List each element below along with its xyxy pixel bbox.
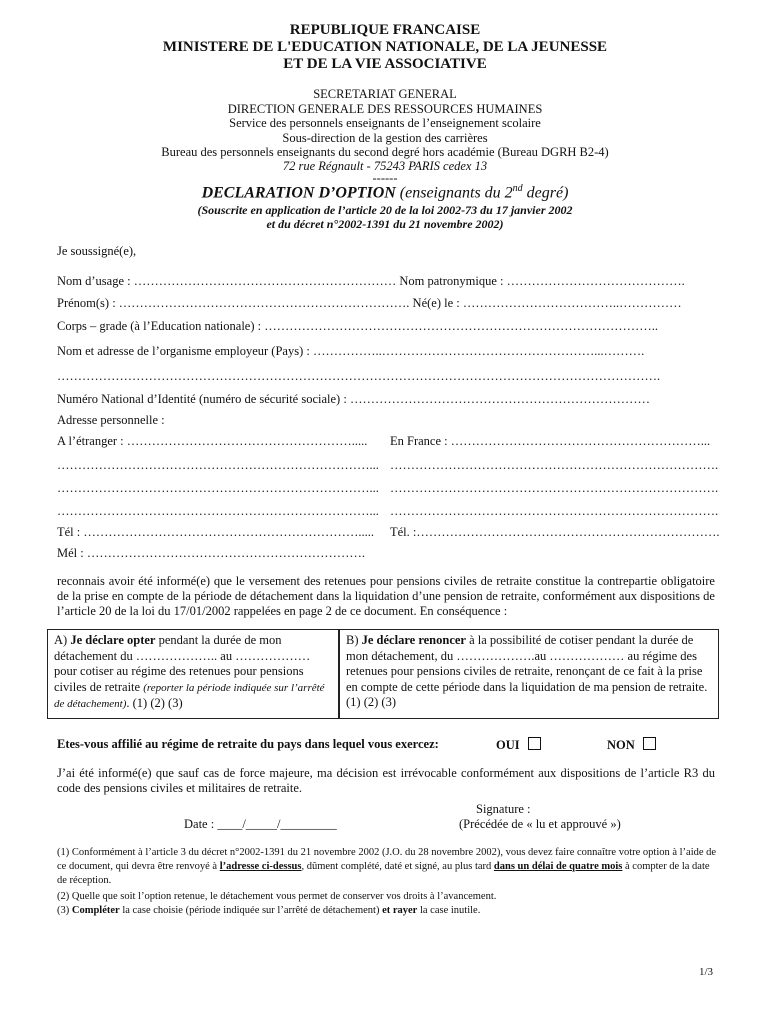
option-a-bold: Je déclare opter [70, 633, 156, 647]
non-checkbox[interactable] [643, 737, 656, 750]
information-paragraph: reconnais avoir été informé(e) que le versement des retenues pour pensions civiles de retraite constitue la contrepartie obligatoire de la prise en compte de la période de détachement dans la liquidation d’une pension de retraite, conformément aux dispositions de l’article 20 de la loi du 17/01/2002 rappelées en page 2 de ce document. En conséquence : [57, 574, 715, 618]
signature-label: Signature : [476, 802, 531, 816]
oui-label: OUI [496, 738, 520, 752]
title-subtitle-1: (Souscrite en application de l’article 20 de la loi 2002-73 du 17 janvier 2002 [197, 203, 573, 217]
option-a-box[interactable] [47, 629, 339, 719]
adresse-label: Adresse personnelle : [57, 413, 165, 427]
oui-option [496, 737, 541, 753]
footnote-1-text-b: , dûment complété, daté et signé, au plus tard [301, 861, 494, 872]
option-a-text: pendant la durée de mon détachement du ……………….. au ……………… pour cotiser au régime des retenues pour pensions civiles de retraite [54, 633, 311, 694]
prenom-field[interactable]: Prénom(s) : ……………………………………………………………. Né(e) le : ………………………………..…………… [57, 296, 682, 310]
option-b-prefix: B) [346, 633, 362, 647]
option-a-italic: (reporter la période indiquée sur l’arrêté de détachement) [54, 681, 325, 710]
title-sup: nd [512, 183, 523, 194]
title-subtitle-2: et du décret n°2002-1391 du 21 novembre 2002) [266, 217, 504, 231]
irrevocable-paragraph: J’ai été informé(e) que sauf cas de force majeure, ma décision est irrévocable conformément aux dispositions de l’article R3 du code des pensions civiles et militaires de retraite. [57, 766, 715, 795]
non-option [607, 737, 656, 753]
sub-header-line-4: Sous-direction de la gestion des carrières [282, 131, 488, 145]
header-line-3: ET DE LA VIE ASSOCIATIVE [283, 56, 487, 72]
organisme-field[interactable]: Nom et adresse de l’organisme employeur (Pays) : ……………..……………………………………………...………. [57, 344, 645, 358]
option-b-box[interactable] [339, 629, 719, 719]
document-title [0, 183, 770, 202]
footnote-3-prefix: (3) [57, 905, 72, 916]
option-b-bold: Je déclare renoncer [361, 633, 466, 647]
footnote-3-end: la case inutile. [417, 905, 481, 916]
france-field[interactable]: En France : ……………………………………………………... [390, 434, 711, 448]
organisme-field-cont[interactable]: ………………………………………………………………………………………………………………………………. [57, 369, 661, 383]
france-line-2[interactable]: ……………………………………………………………………. [390, 458, 719, 472]
footnote-2: (2) Quelle que soit l’option retenue, le détachement vous permet de conserver vos droits à l’avancement. [57, 891, 497, 902]
page-number: 1/3 [699, 966, 714, 978]
footnote-1 [57, 846, 717, 888]
sub-header-line-5: Bureau des personnels enseignants du second degré hors académie (Bureau DGRH B2-4) [161, 145, 609, 159]
title-paren-start: (enseignants du 2 [399, 184, 513, 202]
option-a-prefix: A) [54, 633, 71, 647]
title-paren-end: degré) [522, 184, 569, 202]
oui-checkbox[interactable] [528, 737, 541, 750]
affilie-question: Etes-vous affilié au régime de retraite du pays dans lequel vous exercez: [57, 737, 439, 751]
date-field[interactable]: Date : ____/_____/_________ [184, 817, 337, 831]
etranger-line-2[interactable]: …………………………………………………………………... [57, 458, 379, 472]
option-b-text: à la possibilité de cotiser pendant la durée de mon détachement, du ……………….au ……………… au régime des retenues pour pensions civiles de retraite, renonçant de ce fait à la prise en compte de cette période dans la liquidation de ma pension de retraite. (1) (2) (3) [346, 633, 708, 709]
footnote-3-text: la case choisie (période indiquée sur l’arrêté de détachement) [119, 905, 383, 916]
sub-header-line-1: SECRETARIAT GENERAL [313, 87, 457, 101]
separator: ------ [372, 171, 398, 185]
signature-note: (Précédée de « lu et approuvé ») [459, 817, 621, 831]
footnote-3-rayer: et rayer [382, 905, 418, 916]
footnote-1-address: l’adresse ci-dessus [219, 861, 302, 872]
footnote-1-text-a: (1) Conformément à l’article 3 du décret n°2002-1391 du 21 novembre 2002 (J.O. du 28 novembre 2002), vous devez faire connaître votre option à l’aide de ce document, qui devra être renvoyé à [57, 847, 717, 872]
nni-field[interactable]: Numéro National d’Identité (numéro de sécurité sociale) : ……………………………………………………………… [57, 392, 650, 406]
title-main: DECLARATION D’OPTION [201, 184, 396, 202]
etranger-line-4[interactable]: …………………………………………………………………... [57, 504, 379, 518]
tel-france-field[interactable]: Tél. :………………………………………………………………. [390, 525, 720, 539]
tel-etranger-field[interactable]: Tél : …………………………………………………………..... [57, 525, 375, 539]
footnote-1-text-c: à compter de la date de réception. [57, 861, 710, 886]
footnote-3-completer: Compléter [71, 905, 120, 916]
non-label: NON [607, 738, 635, 752]
footnote-1-delay: dans un délai de quatre mois [493, 861, 623, 872]
corps-grade-field[interactable]: Corps – grade (à l’Education nationale) : ………………………………………………………………………………….. [57, 319, 658, 333]
france-line-3[interactable]: ……………………………………………………………………. [390, 481, 719, 495]
france-line-4[interactable]: ……………………………………………………………………. [390, 504, 719, 518]
nom-usage-field[interactable]: Nom d’usage : ……………………………………………………… Nom patronymique : ……………………………………. [57, 274, 685, 288]
mel-field[interactable]: Mél : …………………………………………………………. [57, 546, 365, 560]
header-line-1: REPUBLIQUE FRANCAISE [289, 22, 481, 38]
etranger-line-3[interactable]: …………………………………………………………………... [57, 481, 379, 495]
sub-header-line-2: DIRECTION GENERALE DES RESSOURCES HUMAINES [227, 102, 543, 116]
header-line-2: MINISTERE DE L'EDUCATION NATIONALE, DE LA JEUNESSE [162, 39, 608, 55]
soussigne-label: Je soussigné(e), [57, 244, 137, 258]
option-a-end: . (1) (2) (3) [126, 696, 183, 710]
etranger-field[interactable]: A l’étranger : ………………………………………………..... [57, 434, 368, 448]
footnote-3 [57, 904, 717, 918]
sub-header-line-3: Service des personnels enseignants de l’enseignement scolaire [229, 116, 541, 130]
address-line: 72 rue Régnault - 75243 PARIS cedex 13 [282, 159, 488, 173]
